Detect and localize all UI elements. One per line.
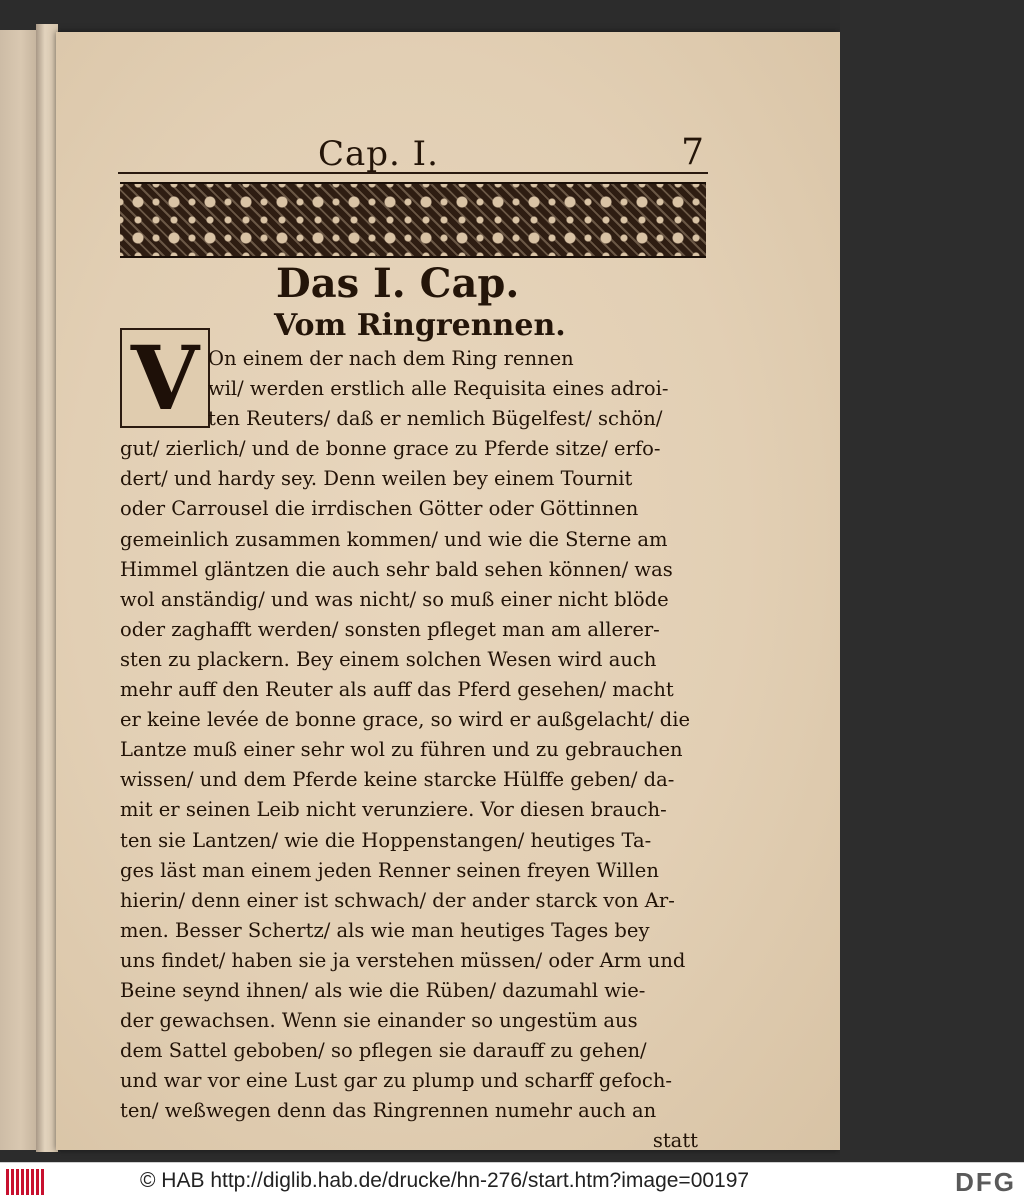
text-line: der gewachsen. Wenn sie einander so ungestüm aus: [120, 1009, 638, 1033]
text-line: gut/ zierlich/ und de bonne grace zu Pferde sitze/ erfo-: [120, 437, 661, 461]
book-spine-edge: [36, 24, 58, 1152]
text-line: uns findet/ haben sie ja verstehen müssen/ oder Arm und: [120, 948, 686, 972]
text-line: dert/ und hardy sey. Denn weilen bey einem Tournit: [120, 467, 633, 491]
initial-letter: V: [130, 326, 200, 430]
dfg-logo[interactable]: DFG: [955, 1167, 1016, 1197]
page-number: 7: [681, 132, 704, 173]
text-line: er keine levée de bonne grace, so wird er außgelacht/ die: [120, 708, 690, 732]
scanner-background: [840, 0, 1024, 1162]
text-line: dem Sattel geboben/ so pflegen sie darauff zu gehen/: [120, 1039, 647, 1063]
text-line: oder Carrousel die irrdischen Götter oder Göttinnen: [120, 497, 639, 521]
running-head: Cap. I.: [318, 134, 439, 174]
catchword: statt: [652, 1129, 698, 1153]
hab-barcode-logo-icon[interactable]: [6, 1169, 46, 1195]
text-line: gemeinlich zusammen kommen/ und wie die Sterne am: [120, 527, 668, 551]
text-line: men. Besser Schertz/ als wie man heutiges Tages bey: [120, 918, 650, 942]
footer-bar: [0, 1162, 1024, 1201]
page-header: [118, 132, 708, 174]
copyright-link[interactable]: © HAB http://diglib.hab.de/drucke/hn-276/start.htm?image=00197: [140, 1169, 750, 1192]
body-text: [120, 344, 704, 1157]
section-title: Vom Ringrennen.: [274, 308, 566, 343]
text-line: hierin/ denn einer ist schwach/ der ander starck von Ar-: [120, 888, 675, 912]
decorative-ornament-band: [120, 182, 706, 258]
text-line: ten/ weßwegen denn das Ringrennen numehr auch an: [120, 1099, 657, 1123]
text-line: ten sie Lantzen/ wie die Hoppenstangen/ heutiges Ta-: [120, 828, 652, 852]
text-line: sten zu plackern. Bey einem solchen Wesen wird auch: [120, 647, 657, 671]
text-line: mehr auff den Reuter als auff das Pferd gesehen/ macht: [120, 678, 674, 702]
text-line: Lantze muß einer sehr wol zu führen und zu gebrauchen: [120, 738, 683, 762]
text-line: ten Reuters/ daß er nemlich Bügelfest/ schön/: [208, 407, 663, 431]
text-line: oder zaghafft werden/ sonsten pfleget man am allerer-: [120, 617, 660, 641]
text-line: wil/ werden erstlich alle Requisita eines adroi-: [208, 377, 669, 401]
text-line: wol anständig/ und was nicht/ so muß einer nicht blöde: [120, 587, 669, 611]
text-line: Himmel gläntzen die auch sehr bald sehen können/ was: [120, 557, 673, 581]
text-line: mit er seinen Leib nicht verunziere. Vor diesen brauch-: [120, 798, 667, 822]
text-line: Beine seynd ihnen/ als wie die Rüben/ dazumahl wie-: [120, 978, 646, 1002]
chapter-title: Das I. Cap.: [276, 260, 520, 307]
text-line: ges läst man einem jeden Renner seinen freyen Willen: [120, 858, 659, 882]
book-page: [56, 32, 840, 1153]
text-line: und war vor eine Lust gar zu plump und scharff gefoch-: [120, 1069, 672, 1093]
text-line: On einem der nach dem Ring rennen: [208, 347, 574, 370]
text-line: wissen/ und dem Pferde keine starcke Hülffe geben/ da-: [120, 768, 675, 792]
